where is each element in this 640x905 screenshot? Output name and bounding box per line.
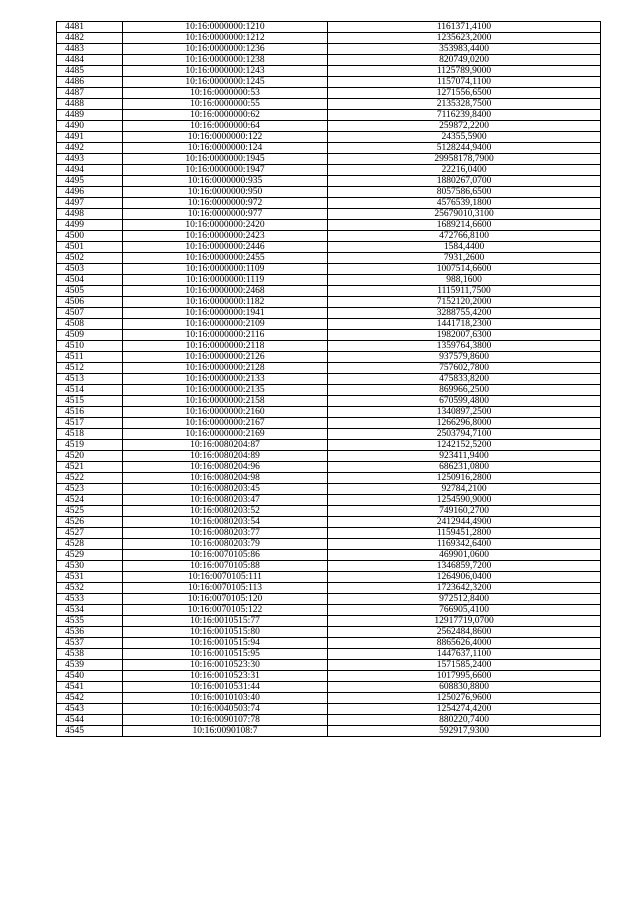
table-row [57, 539, 601, 550]
cadastral-value-cell: 1264906,0400 [328, 572, 601, 583]
table-row [57, 418, 601, 429]
cadastral-value-cell: 4576539,1800 [328, 198, 601, 209]
table-row [57, 506, 601, 517]
cadastral-value-cell: 1250916,2800 [328, 473, 601, 484]
cadastral-value-cell: 1125789,9000 [328, 66, 601, 77]
row-number-cell: 4541 [57, 682, 123, 693]
cadastral-number-cell: 10:16:0010523:31 [123, 671, 328, 682]
cadastral-number-cell: 10:16:0070105:122 [123, 605, 328, 616]
row-number-cell: 4502 [57, 253, 123, 264]
row-number-cell: 4543 [57, 704, 123, 715]
row-number-cell: 4520 [57, 451, 123, 462]
table-row [57, 473, 601, 484]
row-number-cell: 4536 [57, 627, 123, 638]
cadastral-value-cell: 29958178,7900 [328, 154, 601, 165]
cadastral-value-cell: 592917,9300 [328, 726, 601, 737]
cadastral-value-cell: 757602,7800 [328, 363, 601, 374]
table-row [57, 363, 601, 374]
cadastral-number-cell: 10:16:0000000:122 [123, 132, 328, 143]
cadastral-value-cell: 1017995,6600 [328, 671, 601, 682]
cadastral-number-cell: 10:16:0000000:2420 [123, 220, 328, 231]
cadastral-number-cell: 10:16:0000000:1182 [123, 297, 328, 308]
cadastral-number-cell: 10:16:0000000:2455 [123, 253, 328, 264]
cadastral-number-cell: 10:16:0000000:2126 [123, 352, 328, 363]
cadastral-value-cell: 1340897,2500 [328, 407, 601, 418]
cadastral-number-cell: 10:16:0000000:2167 [123, 418, 328, 429]
cadastral-value-cell: 1254590,9000 [328, 495, 601, 506]
cadastral-number-cell: 10:16:0000000:1245 [123, 77, 328, 88]
cadastral-number-cell: 10:16:0000000:2423 [123, 231, 328, 242]
cadastral-number-cell: 10:16:0000000:2160 [123, 407, 328, 418]
cadastral-number-cell: 10:16:0080204:89 [123, 451, 328, 462]
cadastral-number-cell: 10:16:0000000:2135 [123, 385, 328, 396]
table-row [57, 517, 601, 528]
table-row [57, 319, 601, 330]
row-number-cell: 4517 [57, 418, 123, 429]
cadastral-number-cell: 10:16:0000000:1212 [123, 33, 328, 44]
cadastral-value-cell: 1571585,2400 [328, 660, 601, 671]
cadastral-number-cell: 10:16:0010103:40 [123, 693, 328, 704]
row-number-cell: 4532 [57, 583, 123, 594]
cadastral-number-cell: 10:16:0000000:64 [123, 121, 328, 132]
cadastral-number-cell: 10:16:0000000:2169 [123, 429, 328, 440]
cadastral-value-cell: 2135328,7500 [328, 99, 601, 110]
row-number-cell: 4512 [57, 363, 123, 374]
table-row [57, 638, 601, 649]
cadastral-value-cell: 1254274,4200 [328, 704, 601, 715]
cadastral-number-cell: 10:16:0070105:120 [123, 594, 328, 605]
table-row [57, 55, 601, 66]
row-number-cell: 4528 [57, 539, 123, 550]
table-row [57, 198, 601, 209]
table-body [57, 22, 601, 737]
table-row [57, 396, 601, 407]
table-row [57, 429, 601, 440]
table-row [57, 605, 601, 616]
cadastral-number-cell: 10:16:0000000:2116 [123, 330, 328, 341]
cadastral-number-cell: 10:16:0080203:79 [123, 539, 328, 550]
table-row [57, 572, 601, 583]
table-row [57, 242, 601, 253]
cadastral-value-cell: 670599,4800 [328, 396, 601, 407]
cadastral-number-cell: 10:16:0070105:88 [123, 561, 328, 572]
cadastral-value-table [56, 21, 601, 737]
cadastral-value-cell: 972512,8400 [328, 594, 601, 605]
cadastral-number-cell: 10:16:0080203:47 [123, 495, 328, 506]
cadastral-number-cell: 10:16:0000000:1947 [123, 165, 328, 176]
cadastral-number-cell: 10:16:0080204:96 [123, 462, 328, 473]
cadastral-number-cell: 10:16:0000000:1109 [123, 264, 328, 275]
row-number-cell: 4495 [57, 176, 123, 187]
row-number-cell: 4496 [57, 187, 123, 198]
table-row [57, 176, 601, 187]
row-number-cell: 4533 [57, 594, 123, 605]
row-number-cell: 4515 [57, 396, 123, 407]
cadastral-value-cell: 1982007,6300 [328, 330, 601, 341]
cadastral-number-cell: 10:16:0000000:972 [123, 198, 328, 209]
cadastral-value-cell: 766905,4100 [328, 605, 601, 616]
table-row [57, 297, 601, 308]
row-number-cell: 4524 [57, 495, 123, 506]
row-number-cell: 4492 [57, 143, 123, 154]
row-number-cell: 4508 [57, 319, 123, 330]
cadastral-number-cell: 10:16:0080203:45 [123, 484, 328, 495]
table-row [57, 88, 601, 99]
cadastral-value-cell: 1266296,8000 [328, 418, 601, 429]
cadastral-number-cell: 10:16:0000000:2446 [123, 242, 328, 253]
cadastral-number-cell: 10:16:0080203:54 [123, 517, 328, 528]
cadastral-value-cell: 469901,0600 [328, 550, 601, 561]
cadastral-number-cell: 10:16:0090107:78 [123, 715, 328, 726]
cadastral-value-cell: 1250276,9600 [328, 693, 601, 704]
row-number-cell: 4514 [57, 385, 123, 396]
row-number-cell: 4540 [57, 671, 123, 682]
cadastral-value-cell: 1007514,6600 [328, 264, 601, 275]
cadastral-value-cell: 937579,8600 [328, 352, 601, 363]
row-number-cell: 4500 [57, 231, 123, 242]
table-row [57, 726, 601, 737]
table-row [57, 407, 601, 418]
row-number-cell: 4494 [57, 165, 123, 176]
table-row [57, 462, 601, 473]
row-number-cell: 4506 [57, 297, 123, 308]
row-number-cell: 4513 [57, 374, 123, 385]
cadastral-value-cell: 820749,0200 [328, 55, 601, 66]
cadastral-number-cell: 10:16:0070105:111 [123, 572, 328, 583]
cadastral-number-cell: 10:16:0080203:77 [123, 528, 328, 539]
row-number-cell: 4518 [57, 429, 123, 440]
cadastral-number-cell: 10:16:0000000:53 [123, 88, 328, 99]
cadastral-number-cell: 10:16:0000000:2118 [123, 341, 328, 352]
cadastral-value-cell: 1447637,1100 [328, 649, 601, 660]
cadastral-number-cell: 10:16:0080203:52 [123, 506, 328, 517]
table-row [57, 484, 601, 495]
cadastral-number-cell: 10:16:0000000:1945 [123, 154, 328, 165]
cadastral-value-cell: 923411,9400 [328, 451, 601, 462]
table-row [57, 616, 601, 627]
cadastral-number-cell: 10:16:0010515:94 [123, 638, 328, 649]
cadastral-value-cell: 8057586,6500 [328, 187, 601, 198]
cadastral-number-cell: 10:16:0000000:62 [123, 110, 328, 121]
cadastral-value-cell: 880220,7400 [328, 715, 601, 726]
cadastral-value-cell: 1271556,6500 [328, 88, 601, 99]
row-number-cell: 4525 [57, 506, 123, 517]
row-number-cell: 4488 [57, 99, 123, 110]
row-number-cell: 4507 [57, 308, 123, 319]
cadastral-value-cell: 24355,5900 [328, 132, 601, 143]
table-row [57, 77, 601, 88]
cadastral-number-cell: 10:16:0000000:1210 [123, 22, 328, 33]
row-number-cell: 4527 [57, 528, 123, 539]
cadastral-value-cell: 869966,2500 [328, 385, 601, 396]
cadastral-value-cell: 2503794,7100 [328, 429, 601, 440]
cadastral-value-cell: 5128244,9400 [328, 143, 601, 154]
row-number-cell: 4498 [57, 209, 123, 220]
table-row [57, 275, 601, 286]
table-row [57, 220, 601, 231]
cadastral-value-cell: 988,1600 [328, 275, 601, 286]
cadastral-value-cell: 259872,2200 [328, 121, 601, 132]
cadastral-value-cell: 1169342,6400 [328, 539, 601, 550]
table-row [57, 451, 601, 462]
row-number-cell: 4497 [57, 198, 123, 209]
table-row [57, 671, 601, 682]
cadastral-value-cell: 1157074,1100 [328, 77, 601, 88]
cadastral-value-cell: 1880267,0700 [328, 176, 601, 187]
row-number-cell: 4526 [57, 517, 123, 528]
cadastral-value-cell: 608830,8800 [328, 682, 601, 693]
table-row [57, 154, 601, 165]
table-row [57, 715, 601, 726]
cadastral-value-cell: 7116239,8400 [328, 110, 601, 121]
cadastral-number-cell: 10:16:0000000:2109 [123, 319, 328, 330]
row-number-cell: 4519 [57, 440, 123, 451]
table-row [57, 308, 601, 319]
cadastral-number-cell: 10:16:0000000:1236 [123, 44, 328, 55]
cadastral-value-cell: 25679010,3100 [328, 209, 601, 220]
table-row [57, 66, 601, 77]
table-row [57, 693, 601, 704]
table-row [57, 594, 601, 605]
cadastral-value-cell: 7152120,2000 [328, 297, 601, 308]
row-number-cell: 4521 [57, 462, 123, 473]
cadastral-value-cell: 92784,2100 [328, 484, 601, 495]
cadastral-number-cell: 10:16:0010515:95 [123, 649, 328, 660]
cadastral-number-cell: 10:16:0080204:98 [123, 473, 328, 484]
row-number-cell: 4509 [57, 330, 123, 341]
row-number-cell: 4493 [57, 154, 123, 165]
row-number-cell: 4545 [57, 726, 123, 737]
table-row [57, 550, 601, 561]
row-number-cell: 4486 [57, 77, 123, 88]
cadastral-value-cell: 353983,4400 [328, 44, 601, 55]
row-number-cell: 4523 [57, 484, 123, 495]
table-row [57, 121, 601, 132]
table-row [57, 649, 601, 660]
row-number-cell: 4490 [57, 121, 123, 132]
cadastral-number-cell: 10:16:0000000:935 [123, 176, 328, 187]
row-number-cell: 4529 [57, 550, 123, 561]
table-row [57, 22, 601, 33]
row-number-cell: 4504 [57, 275, 123, 286]
cadastral-number-cell: 10:16:0010515:80 [123, 627, 328, 638]
cadastral-value-cell: 2562484,8600 [328, 627, 601, 638]
cadastral-number-cell: 10:16:0000000:1941 [123, 308, 328, 319]
row-number-cell: 4510 [57, 341, 123, 352]
table-row [57, 374, 601, 385]
cadastral-number-cell: 10:16:0000000:2158 [123, 396, 328, 407]
cadastral-value-cell: 1346859,7200 [328, 561, 601, 572]
table-row [57, 341, 601, 352]
table-row [57, 286, 601, 297]
row-number-cell: 4505 [57, 286, 123, 297]
table-row [57, 352, 601, 363]
table-row [57, 209, 601, 220]
table-row [57, 110, 601, 121]
cadastral-number-cell: 10:16:0070105:113 [123, 583, 328, 594]
cadastral-number-cell: 10:16:0010531:44 [123, 682, 328, 693]
row-number-cell: 4501 [57, 242, 123, 253]
cadastral-number-cell: 10:16:0000000:124 [123, 143, 328, 154]
cadastral-number-cell: 10:16:0090108:7 [123, 726, 328, 737]
table-row [57, 528, 601, 539]
row-number-cell: 4516 [57, 407, 123, 418]
cadastral-number-cell: 10:16:0000000:1238 [123, 55, 328, 66]
cadastral-value-cell: 1441718,2300 [328, 319, 601, 330]
row-number-cell: 4491 [57, 132, 123, 143]
table-row [57, 99, 601, 110]
cadastral-value-cell: 475833,8200 [328, 374, 601, 385]
cadastral-value-cell: 8865626,4000 [328, 638, 601, 649]
table-row [57, 231, 601, 242]
cadastral-value-cell: 1159451,2800 [328, 528, 601, 539]
row-number-cell: 4539 [57, 660, 123, 671]
cadastral-number-cell: 10:16:0000000:950 [123, 187, 328, 198]
row-number-cell: 4511 [57, 352, 123, 363]
cadastral-value-cell: 1689214,6600 [328, 220, 601, 231]
row-number-cell: 4484 [57, 55, 123, 66]
table-row [57, 132, 601, 143]
cadastral-number-cell: 10:16:0000000:977 [123, 209, 328, 220]
cadastral-value-cell: 1242152,5200 [328, 440, 601, 451]
row-number-cell: 4481 [57, 22, 123, 33]
cadastral-number-cell: 10:16:0000000:1119 [123, 275, 328, 286]
table-row [57, 627, 601, 638]
row-number-cell: 4482 [57, 33, 123, 44]
table-row [57, 187, 601, 198]
table-row [57, 583, 601, 594]
table-row [57, 660, 601, 671]
table-row [57, 561, 601, 572]
table-row [57, 440, 601, 451]
row-number-cell: 4487 [57, 88, 123, 99]
cadastral-number-cell: 10:16:0000000:2468 [123, 286, 328, 297]
table-row [57, 165, 601, 176]
cadastral-value-cell: 1584,4400 [328, 242, 601, 253]
cadastral-value-cell: 686231,0800 [328, 462, 601, 473]
row-number-cell: 4535 [57, 616, 123, 627]
row-number-cell: 4544 [57, 715, 123, 726]
table-row [57, 682, 601, 693]
table-row [57, 330, 601, 341]
cadastral-number-cell: 10:16:0000000:2133 [123, 374, 328, 385]
row-number-cell: 4542 [57, 693, 123, 704]
cadastral-number-cell: 10:16:0000000:55 [123, 99, 328, 110]
row-number-cell: 4483 [57, 44, 123, 55]
cadastral-value-cell: 2412944,4900 [328, 517, 601, 528]
table-row [57, 33, 601, 44]
cadastral-value-cell: 1359764,3800 [328, 341, 601, 352]
cadastral-number-cell: 10:16:0070105:86 [123, 550, 328, 561]
cadastral-value-cell: 472766,8100 [328, 231, 601, 242]
table-row [57, 704, 601, 715]
cadastral-value-cell: 7931,2600 [328, 253, 601, 264]
row-number-cell: 4538 [57, 649, 123, 660]
row-number-cell: 4485 [57, 66, 123, 77]
table-row [57, 385, 601, 396]
cadastral-number-cell: 10:16:0080204:87 [123, 440, 328, 451]
row-number-cell: 4499 [57, 220, 123, 231]
table-row [57, 253, 601, 264]
row-number-cell: 4534 [57, 605, 123, 616]
cadastral-value-cell: 22216,0400 [328, 165, 601, 176]
table-row [57, 143, 601, 154]
row-number-cell: 4522 [57, 473, 123, 484]
cadastral-value-cell: 3288755,4200 [328, 308, 601, 319]
cadastral-number-cell: 10:16:0010523:30 [123, 660, 328, 671]
row-number-cell: 4530 [57, 561, 123, 572]
cadastral-number-cell: 10:16:0000000:2128 [123, 363, 328, 374]
table-row [57, 264, 601, 275]
cadastral-value-cell: 749160,2700 [328, 506, 601, 517]
cadastral-value-cell: 1723642,3200 [328, 583, 601, 594]
table-row [57, 44, 601, 55]
cadastral-value-cell: 1115911,7500 [328, 286, 601, 297]
cadastral-value-cell: 1235623,2000 [328, 33, 601, 44]
cadastral-value-cell: 1161371,4100 [328, 22, 601, 33]
cadastral-number-cell: 10:16:0040503:74 [123, 704, 328, 715]
row-number-cell: 4503 [57, 264, 123, 275]
row-number-cell: 4531 [57, 572, 123, 583]
cadastral-value-cell: 12917719,0700 [328, 616, 601, 627]
cadastral-number-cell: 10:16:0000000:1243 [123, 66, 328, 77]
row-number-cell: 4537 [57, 638, 123, 649]
cadastral-number-cell: 10:16:0010515:77 [123, 616, 328, 627]
table-row [57, 495, 601, 506]
row-number-cell: 4489 [57, 110, 123, 121]
